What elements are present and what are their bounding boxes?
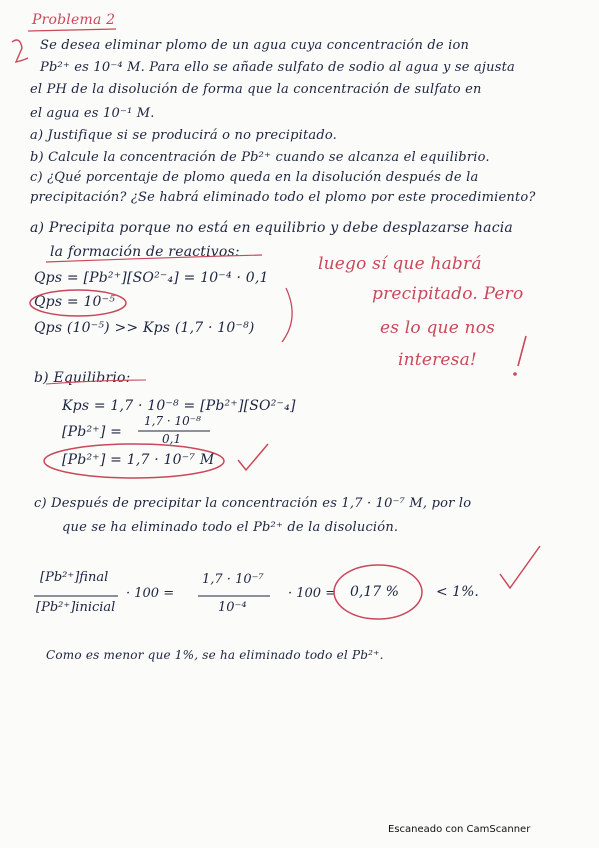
check-mark-b — [238, 444, 268, 470]
check-mark-c — [500, 546, 540, 588]
highlight-circle-pb — [44, 444, 224, 478]
scanner-watermark: Escaneado con CamScanner — [388, 824, 531, 835]
answer-b-line: Kps = 1,7 · 10⁻⁸ = [Pb²⁺][SO²⁻₄] — [62, 398, 296, 414]
answer-a-underline — [46, 255, 262, 262]
answer-a-line: a) Precipita porque no está en equilibrio y debe desplazarse hacia — [30, 220, 513, 236]
multiply-operator: · 100 = — [126, 586, 175, 601]
note-exclamation — [518, 336, 526, 366]
teacher-note-line: precipitado. Pero — [372, 284, 524, 304]
comparison: < 1%. — [436, 584, 479, 600]
question-line: a) Justifique si se producirá o no precipitado. — [30, 128, 337, 143]
statement-line: Pb²⁺ es 10⁻⁴ M. Para ello se añade sulfato de sodio al agua y se ajusta — [40, 60, 515, 75]
answer-b-line: b) Equilibrio: — [34, 370, 131, 386]
percentage-result: 0,17 % — [350, 584, 399, 600]
answer-c-line: c) Después de precipitar la concentración es 1,7 · 10⁻⁷ M, por lo — [34, 496, 472, 511]
answer-b-underline — [46, 380, 146, 384]
answer-a-line: Qps = [Pb²⁺][SO²⁻₄] = 10⁻⁴ · 0,1 — [34, 270, 269, 286]
answer-b-fraction-denominator: 0,1 — [162, 432, 182, 446]
problem-title: Problema 2 — [32, 12, 116, 28]
note-exclamation-dot — [513, 372, 517, 376]
bracket-answer-a — [282, 288, 292, 342]
statement-line: Se desea eliminar plomo de un agua cuya concentración de ion — [40, 38, 470, 53]
question-line: c) ¿Qué porcentaje de plomo queda en la disolución después de la — [30, 170, 479, 185]
answer-b-line: [Pb²⁺] = 1,7 · 10⁻⁷ M — [62, 452, 215, 468]
answer-a-line: Qps = 10⁻⁵ — [34, 294, 116, 310]
statement-line: el PH de la disolución de forma que la concentración de sulfato en — [30, 82, 482, 97]
highlight-circle-result — [334, 565, 422, 619]
answer-c-line: que se ha eliminado todo el Pb²⁺ de la disolución. — [62, 520, 399, 535]
title-underline — [28, 29, 116, 31]
answer-a-line: Qps (10⁻⁵) >> Kps (1,7 · 10⁻⁸) — [34, 320, 255, 336]
answer-b-line: [Pb²⁺] = — [62, 424, 123, 440]
teacher-note-line: luego sí que habrá — [318, 254, 482, 274]
question-line: precipitación? ¿Se habrá eliminado todo el plomo por este procedimiento? — [30, 190, 536, 205]
question-line: b) Calcule la concentración de Pb²⁺ cuando se alcanza el equilibrio. — [30, 150, 490, 165]
teacher-note-line: interesa! — [398, 350, 477, 370]
fraction-mid-denominator: 10⁻⁴ — [218, 600, 247, 615]
teacher-note-line: es lo que nos — [380, 318, 496, 338]
highlight-circle-qps — [30, 290, 126, 316]
margin-mark — [12, 40, 28, 62]
answer-a-line: la formación de reactivos: — [50, 244, 240, 260]
conclusion-line: Como es menor que 1%, se ha eliminado todo el Pb²⁺. — [46, 648, 384, 662]
multiply-operator-2: · 100 = — [288, 586, 337, 601]
answer-b-fraction-numerator: 1,7 · 10⁻⁸ — [144, 414, 201, 428]
fraction-left-numerator: [Pb²⁺]final — [40, 570, 109, 585]
fraction-left-denominator: [Pb²⁺]inicial — [36, 600, 116, 615]
fraction-mid-numerator: 1,7 · 10⁻⁷ — [202, 572, 264, 587]
statement-line: el agua es 10⁻¹ M. — [30, 106, 155, 121]
